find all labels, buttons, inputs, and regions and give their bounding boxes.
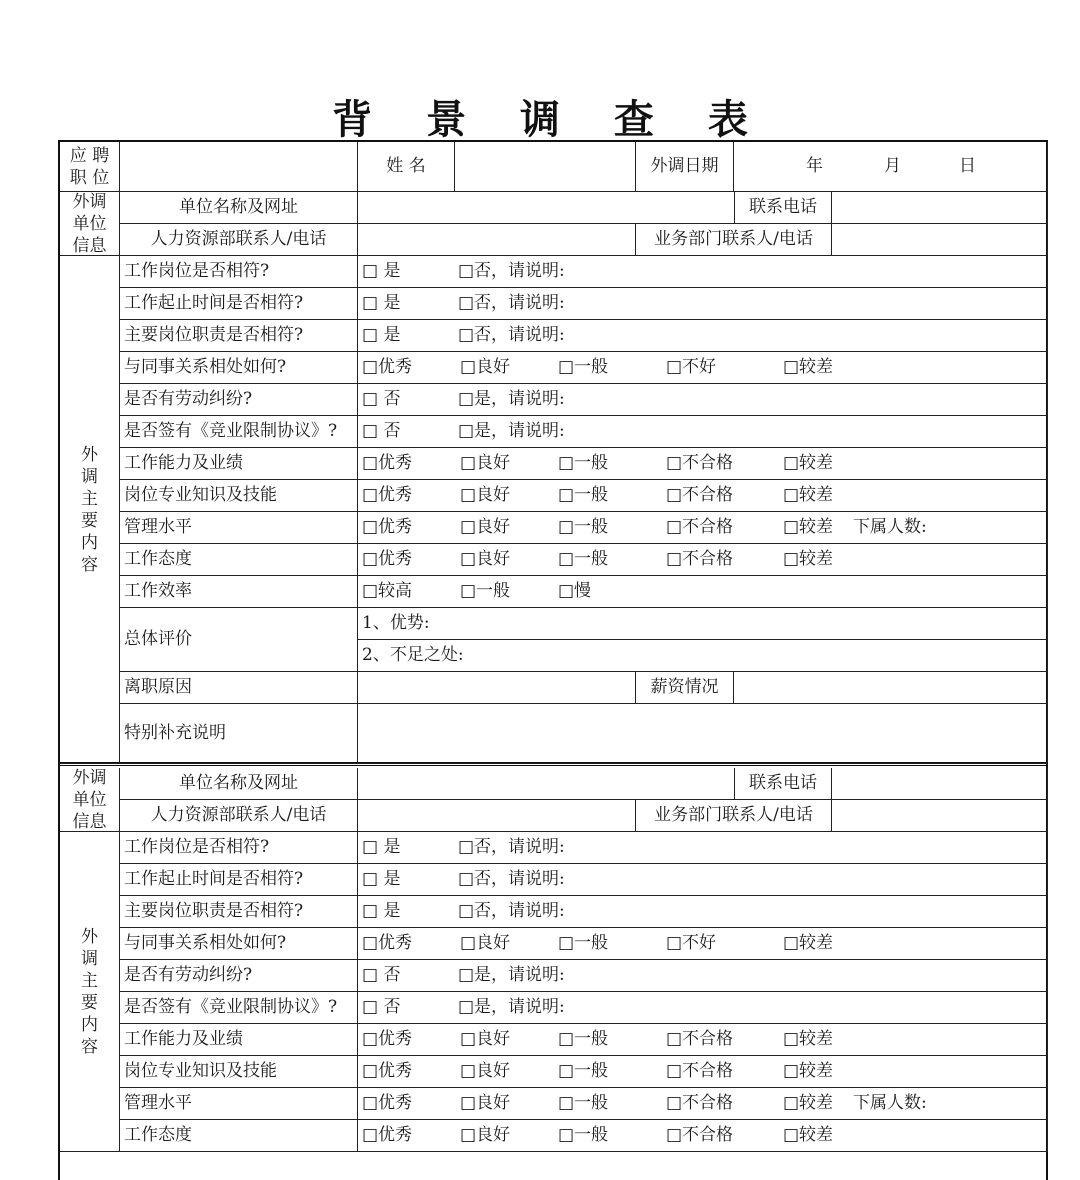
checkbox-option[interactable]: □优秀: [362, 357, 413, 378]
checkbox-option[interactable]: □良好: [460, 485, 511, 506]
checkbox-option[interactable]: □良好: [460, 1061, 511, 1082]
question-label: 管理水平: [120, 512, 358, 544]
checkbox-option[interactable]: □否，请说明:: [458, 869, 565, 890]
remarks-label: 特别补充说明: [120, 704, 358, 764]
checkbox-option[interactable]: □优秀: [362, 453, 413, 474]
checkbox-option[interactable]: □良好: [460, 453, 511, 474]
checkbox-option[interactable]: □一般: [558, 1061, 609, 1082]
checkbox-option[interactable]: □较差: [783, 1061, 834, 1082]
checkbox-option[interactable]: □ 是: [362, 325, 401, 346]
date-label: 外调日期: [636, 142, 734, 192]
weaknesses-field[interactable]: 2、不足之处:: [358, 640, 1048, 672]
options-cell: [358, 384, 1048, 416]
hr-contact-label: 人力资源部联系人/电话: [120, 800, 358, 832]
checkbox-option[interactable]: □良好: [460, 1029, 511, 1050]
options-cell: [358, 864, 1048, 896]
checkbox-option[interactable]: □一般: [558, 1125, 609, 1146]
checkbox-option[interactable]: □一般: [558, 1093, 609, 1114]
phone-input[interactable]: [832, 192, 1048, 224]
checkbox-option[interactable]: □较差: [783, 1029, 834, 1050]
checkbox-option[interactable]: □ 是: [362, 293, 401, 314]
unit-info-label: 外调 单位 信息: [60, 768, 120, 832]
biz-contact-input[interactable]: [832, 800, 1048, 832]
date-input[interactable]: [734, 142, 1048, 192]
checkbox-option[interactable]: □不合格: [666, 1061, 734, 1082]
checkbox-option[interactable]: □一般: [558, 357, 609, 378]
remarks-input[interactable]: [358, 704, 1048, 764]
checkbox-option[interactable]: □较差: [783, 933, 834, 954]
year-label: 年: [806, 156, 823, 177]
options-cell: [358, 544, 1048, 576]
checkbox-option[interactable]: □良好: [460, 517, 511, 538]
checkbox-option[interactable]: □ 是: [362, 261, 401, 282]
options-cell: [358, 960, 1048, 992]
phone-label: 联系电话: [735, 192, 832, 224]
biz-contact-input[interactable]: [832, 224, 1048, 256]
checkbox-option[interactable]: □是，请说明:: [458, 997, 565, 1018]
month-label: 月: [884, 156, 901, 177]
checkbox-option[interactable]: □ 否: [362, 997, 401, 1018]
checkbox-option[interactable]: □否，请说明:: [458, 293, 565, 314]
checkbox-option[interactable]: □一般: [558, 485, 609, 506]
checkbox-option[interactable]: □不合格: [666, 1093, 734, 1114]
options-cell: [358, 1056, 1048, 1088]
main-content-label: 外 调 主 要 内 容: [60, 256, 120, 764]
checkbox-option[interactable]: □较差: [783, 485, 834, 506]
checkbox-option[interactable]: □一般: [558, 933, 609, 954]
biz-contact-label: 业务部门联系人/电话: [636, 800, 832, 832]
question-label: 与同事关系相处如何?: [120, 352, 358, 384]
options-cell: [358, 480, 1048, 512]
salary-input[interactable]: [734, 672, 1048, 704]
question-label: 工作岗位是否相符?: [120, 832, 358, 864]
leave-reason-label: 离职原因: [120, 672, 358, 704]
section-divider: [58, 762, 1048, 766]
checkbox-option[interactable]: □优秀: [362, 933, 413, 954]
checkbox-option[interactable]: □优秀: [362, 1125, 413, 1146]
background-check-form: [58, 140, 1048, 1180]
checkbox-option[interactable]: □优秀: [362, 1029, 413, 1050]
question-label: 管理水平: [120, 1088, 358, 1120]
checkbox-option[interactable]: □较差: [783, 549, 834, 570]
options-cell: [358, 992, 1048, 1024]
question-label: 工作效率: [120, 576, 358, 608]
checkbox-option[interactable]: □较差: [783, 1093, 834, 1114]
question-label: 工作能力及业绩: [120, 448, 358, 480]
checkbox-option[interactable]: □较差: [783, 1125, 834, 1146]
checkbox-option[interactable]: □一般: [558, 1029, 609, 1050]
phone-input[interactable]: [832, 768, 1048, 800]
question-label: 工作岗位是否相符?: [120, 256, 358, 288]
question-label: 是否有劳动纠纷?: [120, 384, 358, 416]
phone-label: 联系电话: [735, 768, 832, 800]
options-cell: [358, 352, 1048, 384]
checkbox-option[interactable]: □良好: [460, 1125, 511, 1146]
checkbox-option[interactable]: □ 否: [362, 389, 401, 410]
question-label: 工作态度: [120, 544, 358, 576]
options-cell: [358, 416, 1048, 448]
question-label: 是否签有《竞业限制协议》?: [120, 416, 358, 448]
name-label: 姓 名: [358, 142, 455, 192]
checkbox-option[interactable]: □较差: [783, 357, 834, 378]
form-title: 背 景 调 查 表: [332, 97, 768, 143]
options-cell: [358, 288, 1048, 320]
fill-in-label: 下属人数:: [853, 1093, 927, 1114]
options-cell: [358, 576, 1048, 608]
main-content-label: 外 调 主 要 内 容: [60, 832, 120, 1152]
checkbox-option[interactable]: □一般: [558, 517, 609, 538]
checkbox-option[interactable]: □优秀: [362, 517, 413, 538]
checkbox-option[interactable]: □一般: [558, 453, 609, 474]
position-input[interactable]: [120, 142, 358, 192]
unit-name-label: 单位名称及网址: [120, 192, 358, 224]
checkbox-option[interactable]: □否，请说明:: [458, 325, 565, 346]
question-label: 工作起止时间是否相符?: [120, 864, 358, 896]
checkbox-option[interactable]: □否，请说明:: [458, 901, 565, 922]
hr-contact-input[interactable]: [358, 800, 636, 832]
checkbox-option[interactable]: □不合格: [666, 549, 734, 570]
options-cell: [358, 448, 1048, 480]
question-label: 主要岗位职责是否相符?: [120, 896, 358, 928]
question-label: 工作起止时间是否相符?: [120, 288, 358, 320]
options-cell: [358, 832, 1048, 864]
question-label: 是否签有《竞业限制协议》?: [120, 992, 358, 1024]
unit-info-label: 外调 单位 信息: [60, 192, 120, 256]
checkbox-option[interactable]: □较高: [362, 581, 413, 602]
checkbox-option[interactable]: □良好: [460, 933, 511, 954]
checkbox-option[interactable]: □优秀: [362, 1093, 413, 1114]
question-label: 岗位专业知识及技能: [120, 1056, 358, 1088]
checkbox-option[interactable]: □不合格: [666, 453, 734, 474]
checkbox-option[interactable]: □是，请说明:: [458, 421, 565, 442]
options-cell: [358, 256, 1048, 288]
checkbox-option[interactable]: □一般: [558, 549, 609, 570]
options-cell: [358, 512, 1048, 544]
checkbox-option[interactable]: □ 否: [362, 421, 401, 442]
checkbox-option[interactable]: □一般: [460, 581, 511, 602]
unit-name-label: 单位名称及网址: [120, 768, 358, 800]
hr-contact-input[interactable]: [358, 224, 636, 256]
checkbox-option[interactable]: □慢: [558, 581, 592, 602]
question-label: 岗位专业知识及技能: [120, 480, 358, 512]
checkbox-option[interactable]: □较差: [783, 517, 834, 538]
checkbox-option[interactable]: □否，请说明:: [458, 837, 565, 858]
checkbox-option[interactable]: □不合格: [666, 1125, 734, 1146]
question-label: 主要岗位职责是否相符?: [120, 320, 358, 352]
fill-in-label: 下属人数:: [853, 517, 927, 538]
checkbox-option[interactable]: □良好: [460, 357, 511, 378]
checkbox-option[interactable]: □优秀: [362, 485, 413, 506]
checkbox-option[interactable]: □不合格: [666, 517, 734, 538]
hr-contact-label: 人力资源部联系人/电话: [120, 224, 358, 256]
checkbox-option[interactable]: □ 是: [362, 869, 401, 890]
checkbox-option[interactable]: □ 是: [362, 901, 401, 922]
unit-name-input[interactable]: [358, 192, 735, 224]
question-label: 工作能力及业绩: [120, 1024, 358, 1056]
question-label: 工作态度: [120, 1120, 358, 1152]
unit-name-input[interactable]: [358, 768, 735, 800]
checkbox-option[interactable]: □ 是: [362, 837, 401, 858]
checkbox-option[interactable]: □是，请说明:: [458, 965, 565, 986]
checkbox-option[interactable]: □不合格: [666, 1029, 734, 1050]
checkbox-option[interactable]: □ 否: [362, 965, 401, 986]
question-label: 与同事关系相处如何?: [120, 928, 358, 960]
options-cell: [358, 1120, 1048, 1152]
options-cell: [358, 1088, 1048, 1120]
checkbox-option[interactable]: □不合格: [666, 485, 734, 506]
day-label: 日: [959, 156, 976, 177]
question-label: 是否有劳动纠纷?: [120, 960, 358, 992]
checkbox-option[interactable]: □不好: [666, 933, 717, 954]
options-cell: [358, 1024, 1048, 1056]
options-cell: [358, 928, 1048, 960]
name-input[interactable]: [455, 142, 636, 192]
biz-contact-label: 业务部门联系人/电话: [636, 224, 832, 256]
checkbox-option[interactable]: □优秀: [362, 1061, 413, 1082]
checkbox-option[interactable]: □优秀: [362, 549, 413, 570]
leave-reason-input[interactable]: [358, 672, 636, 704]
position-label: 应 聘 职 位: [60, 142, 120, 192]
strengths-field[interactable]: 1、优势:: [358, 608, 1048, 640]
checkbox-option[interactable]: □良好: [460, 549, 511, 570]
salary-label: 薪资情况: [636, 672, 734, 704]
checkbox-option[interactable]: □是，请说明:: [458, 389, 565, 410]
checkbox-option[interactable]: □良好: [460, 1093, 511, 1114]
options-cell: [358, 320, 1048, 352]
checkbox-option[interactable]: □否，请说明:: [458, 261, 565, 282]
checkbox-option[interactable]: □较差: [783, 453, 834, 474]
checkbox-option[interactable]: □不好: [666, 357, 717, 378]
options-cell: [358, 896, 1048, 928]
overall-label: 总体评价: [120, 608, 358, 672]
